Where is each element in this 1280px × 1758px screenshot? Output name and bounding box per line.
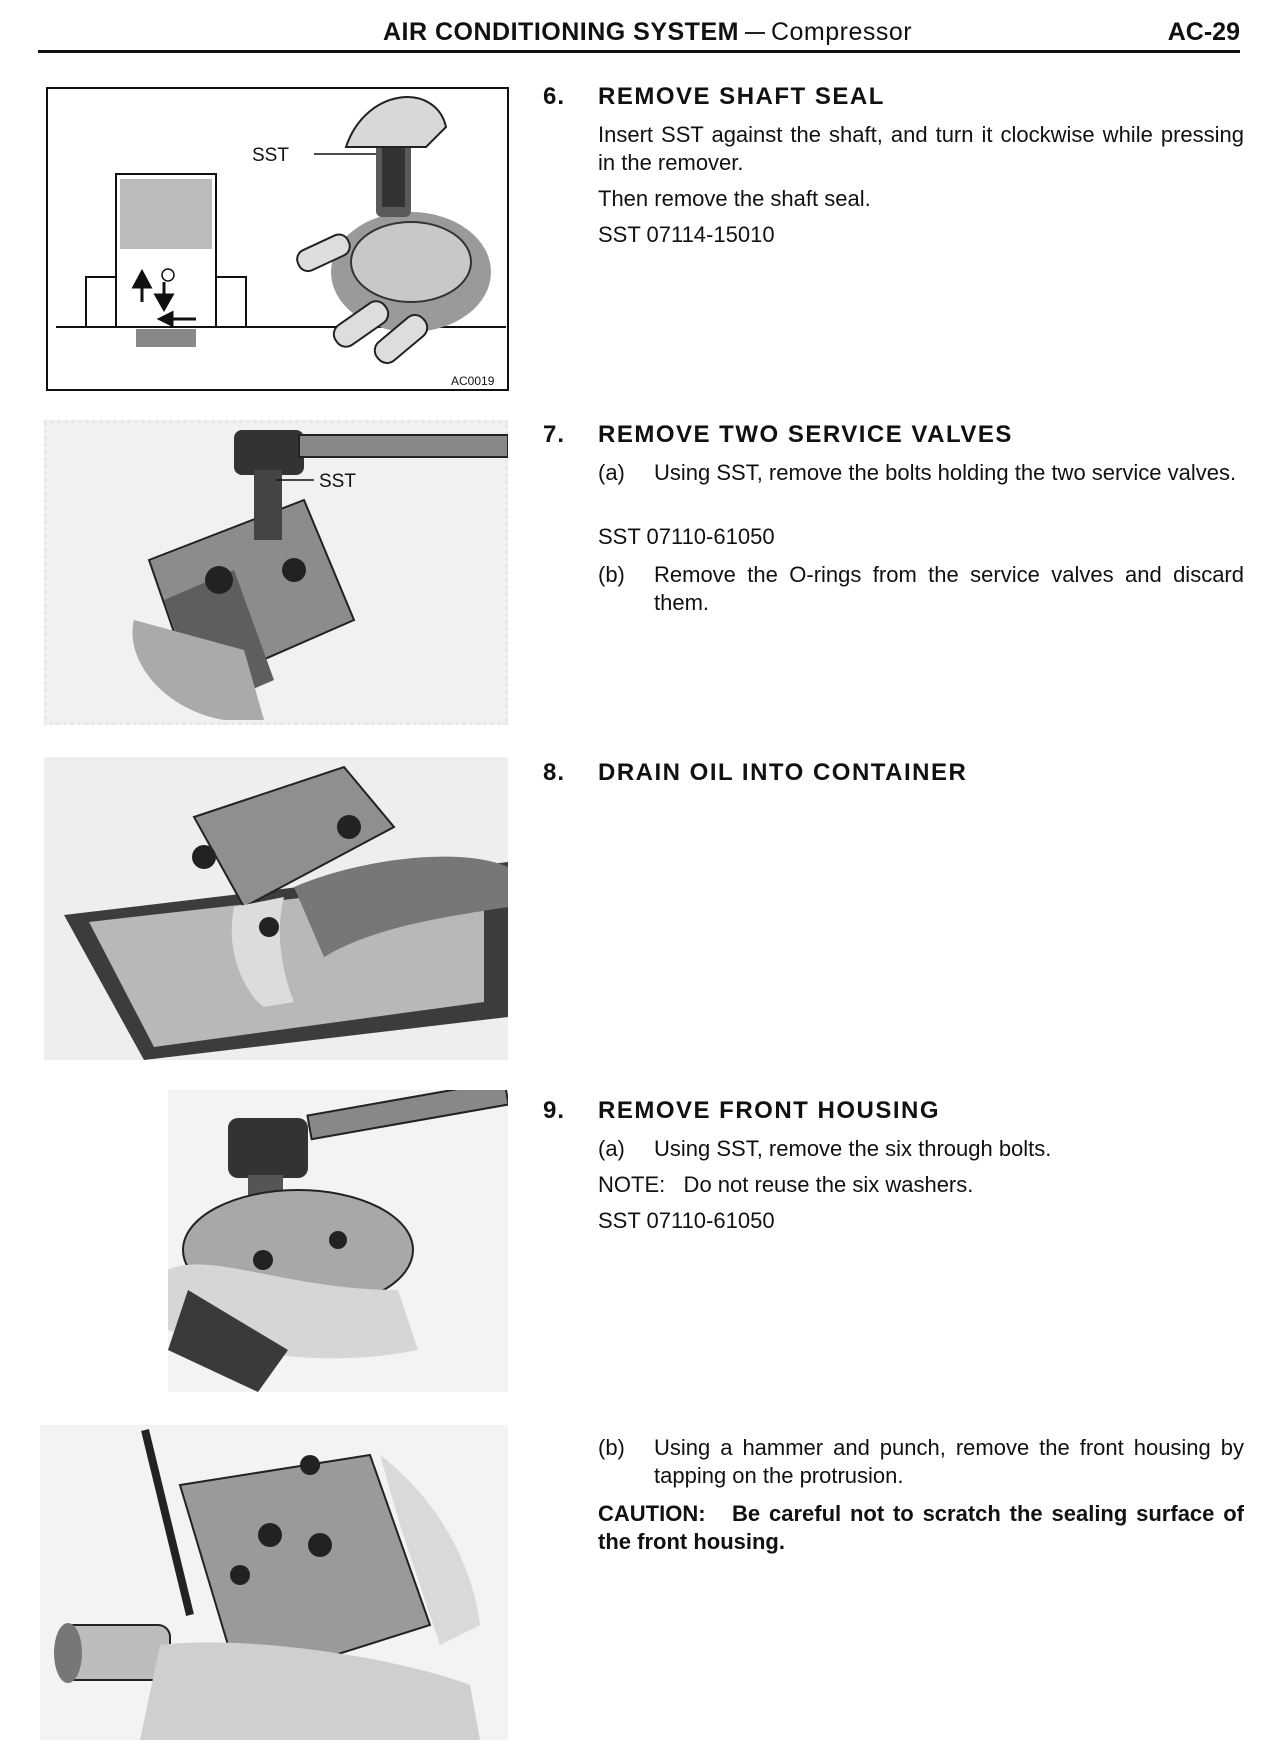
- front-housing-bolts-photo: [168, 1090, 508, 1392]
- step-9-item-b: [598, 1434, 1244, 1490]
- shaft-seal-illustration: [46, 87, 509, 391]
- figure-front-housing-bolts: [168, 1090, 508, 1392]
- title-dash: [745, 32, 765, 34]
- figure-shaft-seal: [46, 87, 509, 391]
- figure-hammer-punch: [40, 1425, 508, 1740]
- step-8: [543, 759, 1243, 799]
- step-9-title: REMOVE FRONT HOUSING: [598, 1097, 941, 1124]
- step-9-item-a: [598, 1135, 1244, 1163]
- page-header: [38, 16, 1240, 50]
- step-7-item-b: [598, 561, 1244, 617]
- step-9-continued: [543, 1434, 1251, 1564]
- page-number: AC-29: [1167, 18, 1240, 46]
- figure-service-valves: [44, 420, 508, 725]
- step-7-b-text: Remove the O-rings from the service valves and discard them.: [654, 562, 1244, 615]
- step-6-title: REMOVE SHAFT SEAL: [598, 83, 885, 110]
- fig2-sst-label: SST: [319, 471, 356, 492]
- step-6-number: 6.: [543, 83, 566, 110]
- step-7-number: 7.: [543, 421, 566, 448]
- step-9-a-label: (a): [598, 1136, 625, 1161]
- step-6-text-1: Insert SST against the shaft, and turn it clockwise while pressing in the remover.: [598, 122, 1244, 175]
- step-6: [543, 83, 1243, 283]
- fig1-sst-label: SST: [252, 145, 289, 166]
- step-7-b-label: (b): [598, 562, 625, 587]
- step-9-sst: SST 07110-61050: [598, 1208, 775, 1233]
- step-6-text-2: Then remove the shaft seal.: [598, 186, 871, 211]
- step-9-note: NOTE: Do not reuse the six washers.: [598, 1172, 974, 1197]
- section-title: AIR CONDITIONING SYSTEM: [383, 18, 739, 46]
- step-7-item-a: [598, 459, 1244, 515]
- step-9-b-label: (b): [598, 1435, 625, 1460]
- step-6-sst: SST 07114-15010: [598, 222, 775, 247]
- header-rule: [38, 50, 1240, 53]
- step-7-a-label: (a): [598, 460, 625, 485]
- step-8-number: 8.: [543, 759, 566, 786]
- step-9: [543, 1097, 1243, 1237]
- step-7-sst: SST 07110-61050: [598, 524, 775, 549]
- hammer-punch-photo: [40, 1425, 508, 1740]
- step-9-a-text: Using SST, remove the six through bolts.: [654, 1136, 1052, 1161]
- step-9-b-text: Using a hammer and punch, remove the front housing by tapping on the protrusion.: [654, 1435, 1244, 1488]
- step-9-number: 9.: [543, 1097, 566, 1124]
- step-9-caution: CAUTION: Be careful not to scratch the sealing surface of the front housing.: [598, 1501, 1251, 1554]
- step-7-a-text: Using SST, remove the bolts holding the two service valves.: [654, 460, 1237, 485]
- header-title: [383, 18, 912, 47]
- figure-drain-oil: [44, 757, 508, 1060]
- service-valves-photo: [44, 420, 508, 725]
- drain-oil-photo: [44, 757, 508, 1060]
- step-7: [543, 421, 1243, 641]
- step-7-title: REMOVE TWO SERVICE VALVES: [598, 421, 1013, 448]
- step-8-title: DRAIN OIL INTO CONTAINER: [598, 759, 968, 786]
- subsection-title: Compressor: [770, 18, 913, 46]
- fig1-code: AC0019: [451, 374, 495, 388]
